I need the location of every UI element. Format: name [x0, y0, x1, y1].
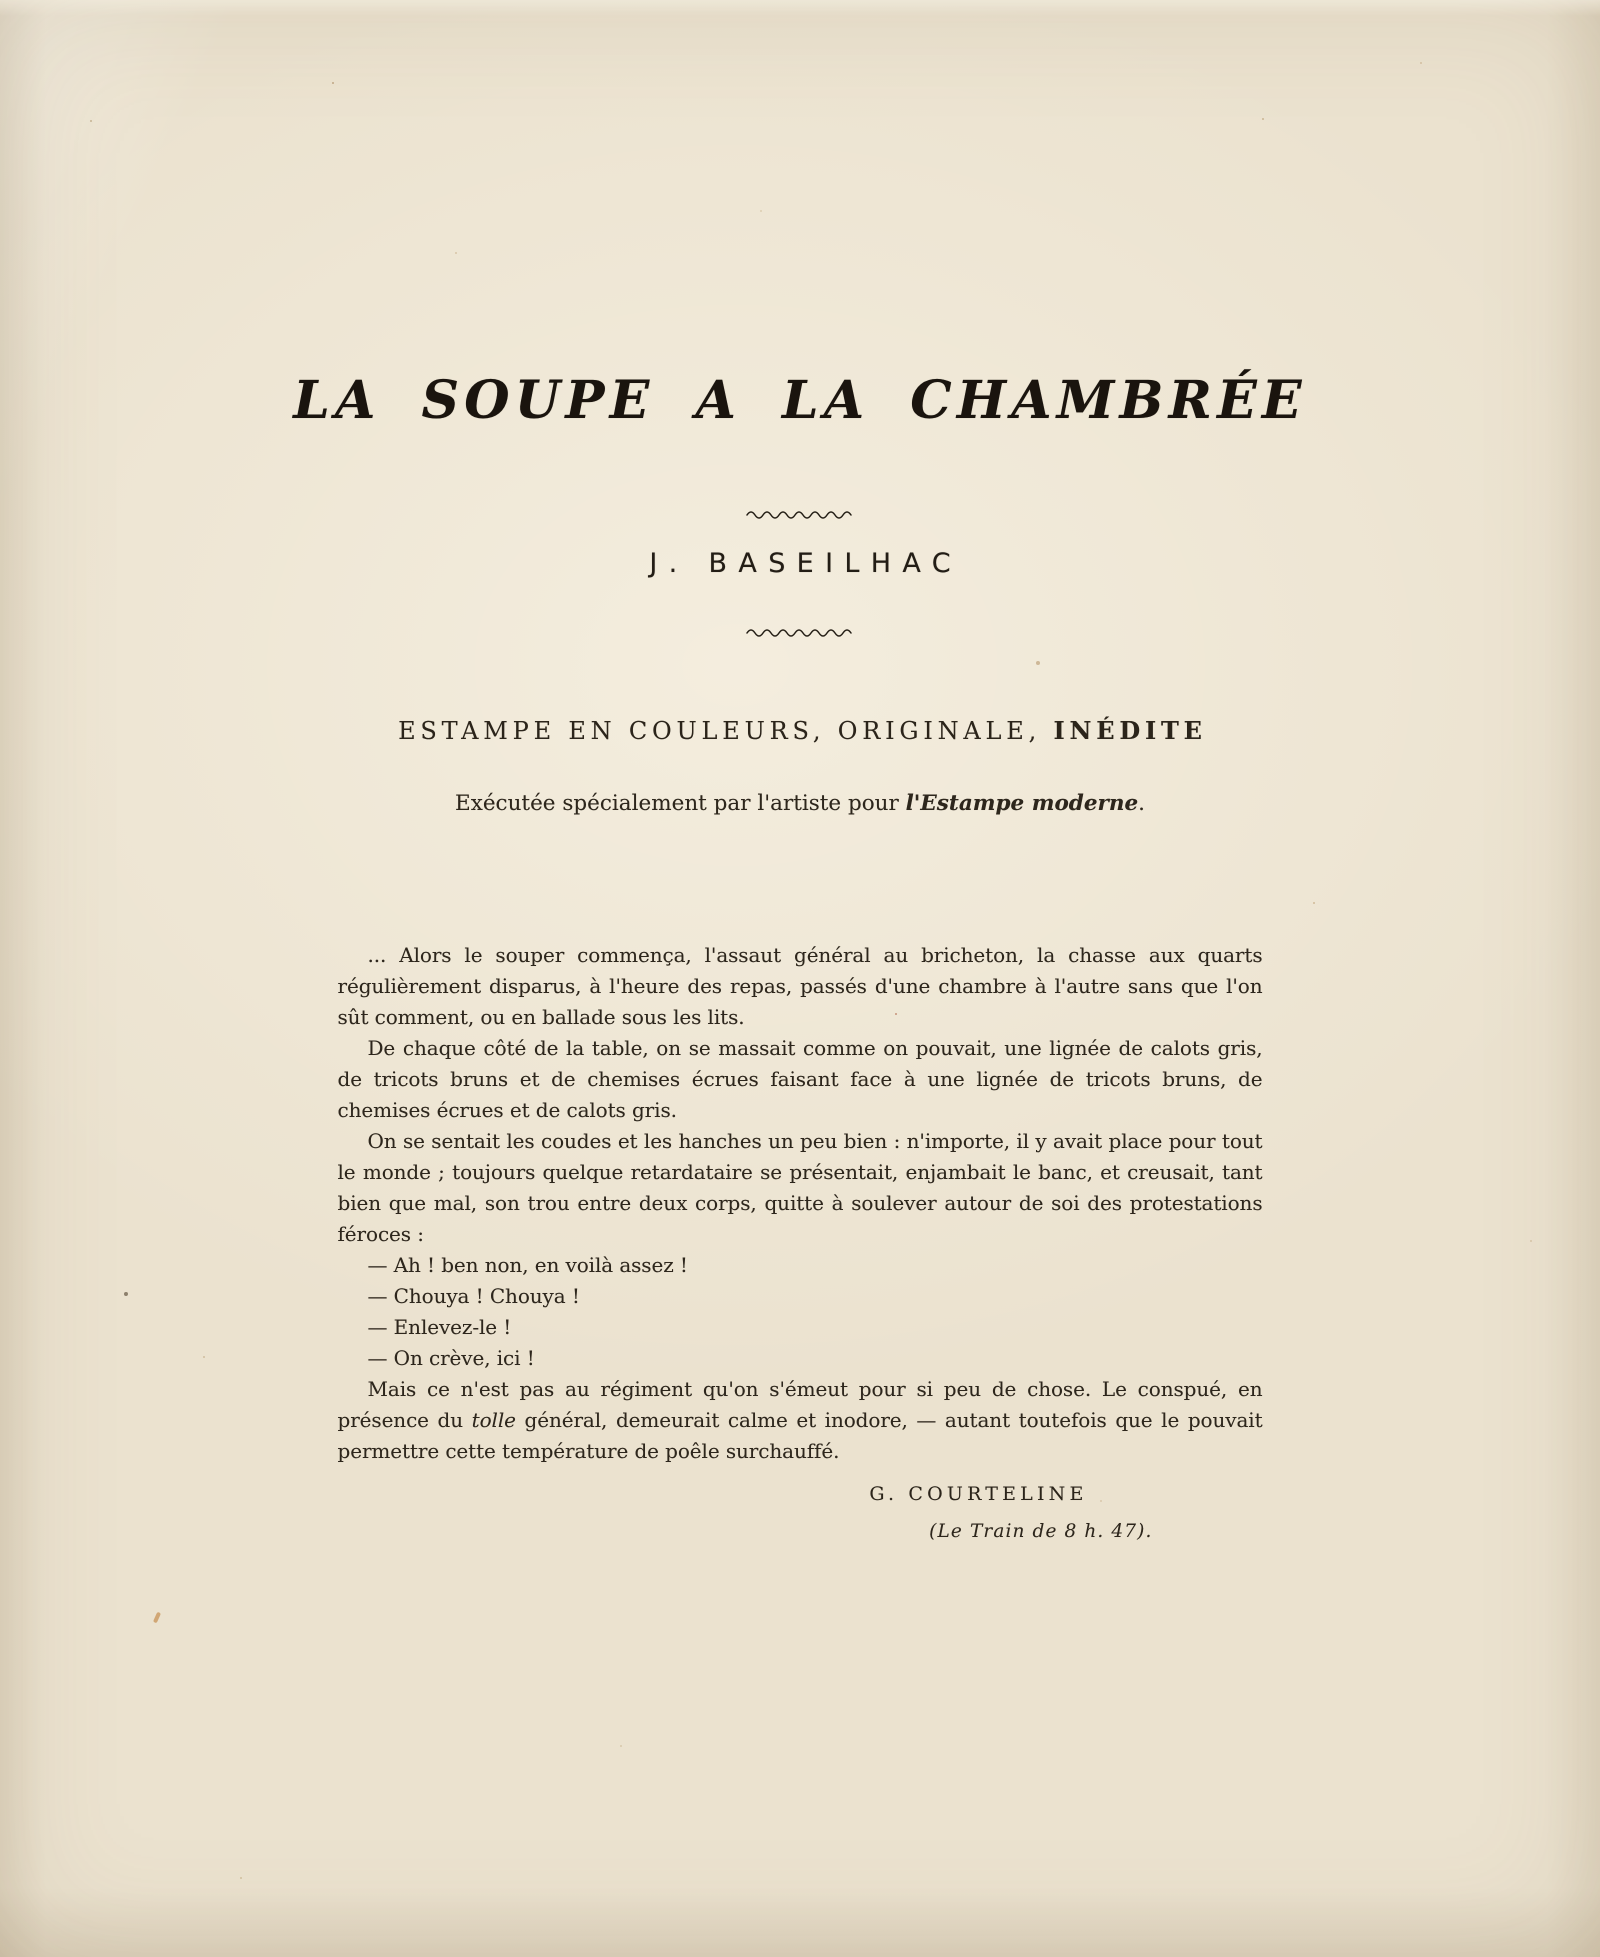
edition-line [0, 716, 1600, 745]
closing-text-after: général, demeurait calme et inodore, — autant toutefois que le pouvait permettre cette température de poêle surchauffé. [337, 1408, 1263, 1464]
dialogue-line: — On crève, ici ! [367, 1346, 535, 1371]
dialogue-line: — Ah ! ben non, en voilà assez ! [367, 1253, 688, 1278]
closing-text-before: Mais ce n'est pas au régiment qu'on s'émeut pour si peu de chose. Le conspué, en présence du [337, 1377, 1263, 1433]
signature-source: (Le Train de 8 h. 47). [929, 1521, 1153, 1543]
dialogue-line: — Enlevez-le ! [367, 1315, 512, 1340]
dedication-emphasis: l'Estampe moderne [905, 791, 1139, 817]
signature-author: G. COURTELINE [869, 1483, 1088, 1506]
wavy-divider-icon [0, 505, 1600, 524]
dialogue-line: — Chouya ! Chouya ! [367, 1284, 580, 1309]
author-name: J. BASEILHAC [649, 548, 962, 580]
excerpt-paragraph: ... Alors le souper commença, l'assaut général au bricheton, la chasse aux quarts régulièrement disparus, à l'heure des repas, passés d'une chambre à l'autre sans que l'on sût comment, ou en ballade sous les lits. [337, 943, 1263, 1030]
dedication-prefix: Exécutée spécialement par l'artiste pour [455, 791, 906, 817]
page-title: LA SOUPE A LA CHAMBRÉE [293, 370, 1307, 431]
edition-prefix: ESTAMPE EN COULEURS, ORIGINALE, [398, 717, 1054, 746]
excerpt-paragraph: On se sentait les coudes et les hanches un peu bien : n'importe, il y avait place pour tout le monde ; toujours quelque retardataire se présentait, enjambait le banc, et creusait, tant bien que mal, son trou entre deux corps, quitte à soulever autour de soi des protestations féroces : [337, 1129, 1263, 1247]
dedication-line [0, 791, 1600, 816]
edition-emphasis: INÉDITE [1053, 716, 1207, 746]
excerpt-paragraph: De chaque côté de la table, on se massait comme on pouvait, une lignée de calots gris, de tricots bruns et de chemises écrues faisant face à une lignée de tricots bruns, de chemises écrues et de calots gris. [337, 1036, 1263, 1123]
excerpt-block [338, 940, 1263, 1547]
dedication-suffix: . [1138, 791, 1145, 817]
closing-italic-word: tolle [471, 1408, 516, 1433]
wavy-divider-icon [0, 623, 1600, 642]
excerpt-closing-paragraph [338, 1374, 1263, 1467]
